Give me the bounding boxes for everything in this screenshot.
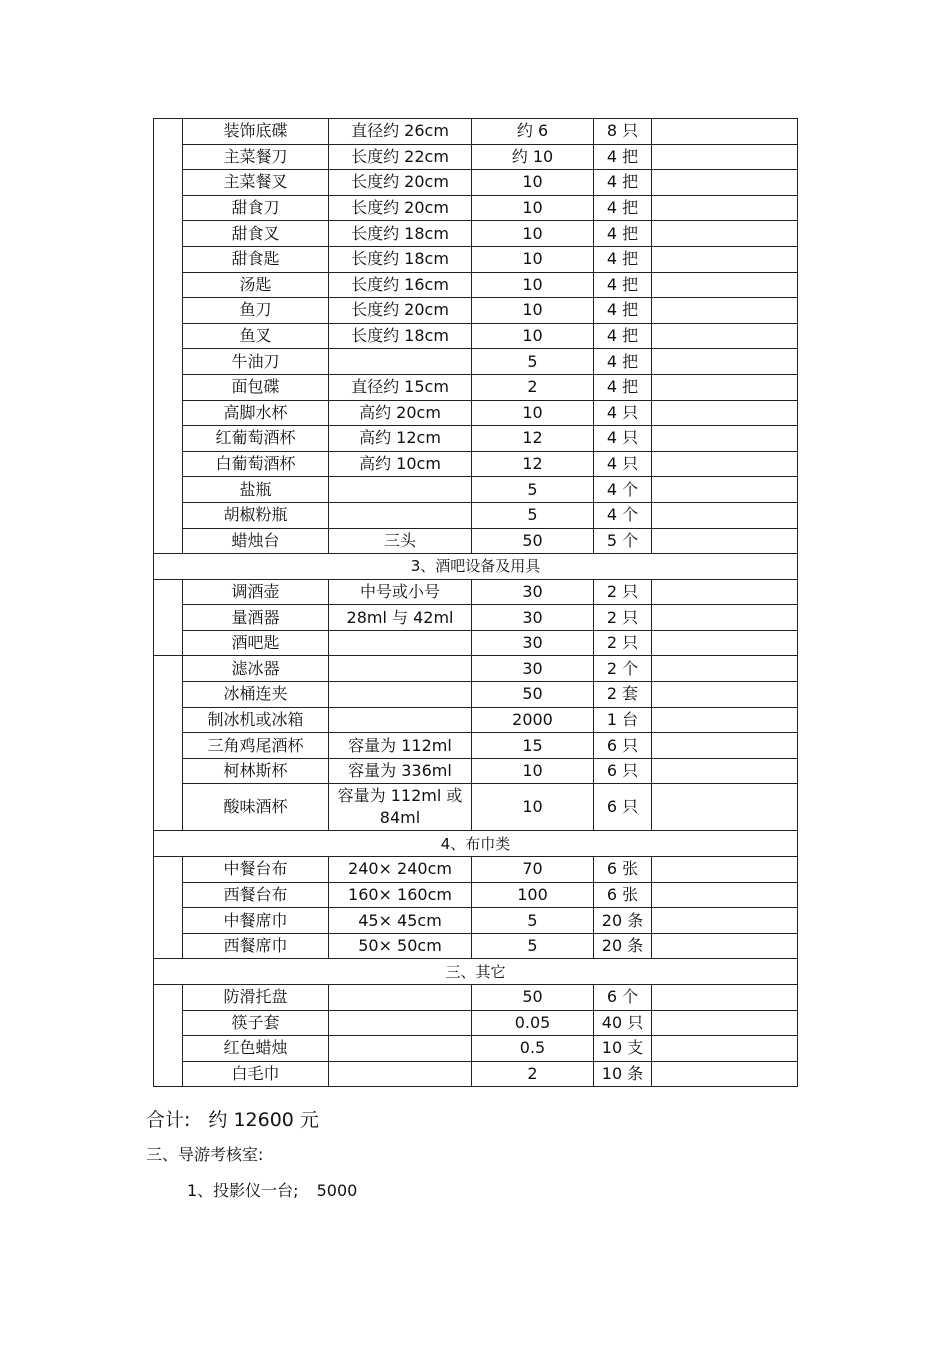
table-row (154, 733, 798, 759)
item-name-cell: 西餐台布 (183, 882, 329, 908)
item-name-cell: 面包碟 (183, 374, 329, 400)
spec-cell (329, 985, 472, 1011)
quantity-cell: 2 套 (594, 682, 652, 708)
spec-cell: 长度约 20cm (329, 298, 472, 324)
table-row (154, 477, 798, 503)
item-name-cell: 筷子套 (183, 1010, 329, 1036)
spec-cell: 长度约 20cm (329, 170, 472, 196)
price-cell: 5 (472, 477, 594, 503)
spec-cell: 直径约 26cm (329, 119, 472, 145)
list-item (187, 1178, 357, 1201)
item-name-cell: 白毛巾 (183, 1061, 329, 1087)
remark-cell (652, 784, 798, 831)
table-row (154, 426, 798, 452)
quantity-cell: 6 只 (594, 784, 652, 831)
remark-cell (652, 579, 798, 605)
group-cell (154, 656, 183, 831)
table-row (154, 502, 798, 528)
table-row (154, 349, 798, 375)
table-row (154, 195, 798, 221)
item-name-cell: 滤冰器 (183, 656, 329, 682)
item-name-cell: 三角鸡尾酒杯 (183, 733, 329, 759)
group-cell (154, 985, 183, 1087)
quantity-cell: 4 把 (594, 272, 652, 298)
price-cell: 10 (472, 400, 594, 426)
spec-cell (329, 682, 472, 708)
item-name-cell: 防滑托盘 (183, 985, 329, 1011)
remark-cell (652, 451, 798, 477)
spec-cell: 高约 10cm (329, 451, 472, 477)
group-cell (154, 119, 183, 554)
item-name-cell: 盐瓶 (183, 477, 329, 503)
remark-cell (652, 656, 798, 682)
price-cell: 2 (472, 374, 594, 400)
item-name-cell: 蜡烛台 (183, 528, 329, 554)
table-row (154, 119, 798, 145)
section-title: 三、其它 (154, 959, 798, 985)
price-cell: 70 (472, 857, 594, 883)
item-name-cell: 红色蜡烛 (183, 1036, 329, 1062)
quantity-cell: 1 台 (594, 707, 652, 733)
quantity-cell: 10 条 (594, 1061, 652, 1087)
remark-cell (652, 908, 798, 934)
remark-cell (652, 682, 798, 708)
item-name-cell: 酒吧匙 (183, 630, 329, 656)
quantity-cell: 6 只 (594, 758, 652, 784)
item-name-cell: 牛油刀 (183, 349, 329, 375)
item-name-cell: 红葡萄酒杯 (183, 426, 329, 452)
spec-cell (329, 1061, 472, 1087)
table-row (154, 882, 798, 908)
equipment-table (153, 118, 798, 1087)
item-name-cell: 量酒器 (183, 605, 329, 631)
quantity-cell: 5 个 (594, 528, 652, 554)
remark-cell (652, 502, 798, 528)
item-name-cell: 主菜餐叉 (183, 170, 329, 196)
quantity-cell: 4 把 (594, 195, 652, 221)
remark-cell (652, 374, 798, 400)
price-cell: 50 (472, 985, 594, 1011)
price-cell: 50 (472, 528, 594, 554)
table-row (154, 272, 798, 298)
item-label: 1、投影仪一台; (187, 1181, 299, 1200)
price-cell: 0.05 (472, 1010, 594, 1036)
table-row (154, 528, 798, 554)
remark-cell (652, 1036, 798, 1062)
remark-cell (652, 528, 798, 554)
table-row (154, 707, 798, 733)
remark-cell (652, 707, 798, 733)
spec-cell (329, 630, 472, 656)
remark-cell (652, 221, 798, 247)
section-row (154, 831, 798, 857)
spec-cell (329, 656, 472, 682)
quantity-cell: 4 只 (594, 400, 652, 426)
quantity-cell: 20 条 (594, 933, 652, 959)
spec-cell (329, 1036, 472, 1062)
quantity-cell: 2 只 (594, 630, 652, 656)
item-name-cell: 制冰机或冰箱 (183, 707, 329, 733)
spec-cell: 240× 240cm (329, 857, 472, 883)
table-row (154, 1061, 798, 1087)
table-row (154, 400, 798, 426)
table-row (154, 857, 798, 883)
total-value: 约 12600 元 (208, 1109, 319, 1131)
spec-cell: 高约 12cm (329, 426, 472, 452)
item-name-cell: 中餐台布 (183, 857, 329, 883)
item-name-cell: 白葡萄酒杯 (183, 451, 329, 477)
remark-cell (652, 933, 798, 959)
item-name-cell: 鱼叉 (183, 323, 329, 349)
quantity-cell: 10 支 (594, 1036, 652, 1062)
price-cell: 10 (472, 784, 594, 831)
table-row (154, 1010, 798, 1036)
section-row (154, 554, 798, 580)
price-cell: 30 (472, 605, 594, 631)
quantity-cell: 4 只 (594, 451, 652, 477)
price-cell: 50 (472, 682, 594, 708)
price-cell: 0.5 (472, 1036, 594, 1062)
remark-cell (652, 605, 798, 631)
spec-cell: 28ml 与 42ml (329, 605, 472, 631)
item-name-cell: 胡椒粉瓶 (183, 502, 329, 528)
remark-cell (652, 426, 798, 452)
quantity-cell: 4 把 (594, 323, 652, 349)
price-cell: 10 (472, 195, 594, 221)
table-row (154, 579, 798, 605)
price-cell: 30 (472, 579, 594, 605)
price-cell: 10 (472, 221, 594, 247)
price-cell: 100 (472, 882, 594, 908)
spec-cell: 容量为 336ml (329, 758, 472, 784)
price-cell: 5 (472, 502, 594, 528)
remark-cell (652, 733, 798, 759)
quantity-cell: 20 条 (594, 908, 652, 934)
price-cell: 12 (472, 451, 594, 477)
spec-cell (329, 349, 472, 375)
item-name-cell: 甜食刀 (183, 195, 329, 221)
remark-cell (652, 272, 798, 298)
quantity-cell: 4 把 (594, 349, 652, 375)
price-cell: 2000 (472, 707, 594, 733)
price-cell: 5 (472, 349, 594, 375)
item-name-cell: 冰桶连夹 (183, 682, 329, 708)
remark-cell (652, 119, 798, 145)
remark-cell (652, 298, 798, 324)
spec-cell: 长度约 18cm (329, 246, 472, 272)
price-cell: 12 (472, 426, 594, 452)
quantity-cell: 8 只 (594, 119, 652, 145)
table-row (154, 908, 798, 934)
spec-cell: 长度约 18cm (329, 221, 472, 247)
quantity-cell: 2 个 (594, 656, 652, 682)
item-name-cell: 高脚水杯 (183, 400, 329, 426)
spec-cell (329, 707, 472, 733)
quantity-cell: 4 把 (594, 374, 652, 400)
item-name-cell: 柯林斯杯 (183, 758, 329, 784)
item-name-cell: 甜食叉 (183, 221, 329, 247)
spec-cell (329, 502, 472, 528)
quantity-cell: 2 只 (594, 605, 652, 631)
remark-cell (652, 857, 798, 883)
remark-cell (652, 170, 798, 196)
item-name-cell: 鱼刀 (183, 298, 329, 324)
spec-cell: 长度约 22cm (329, 144, 472, 170)
table-row (154, 985, 798, 1011)
spec-cell: 容量为 112ml (329, 733, 472, 759)
section-row (154, 959, 798, 985)
quantity-cell: 4 把 (594, 170, 652, 196)
group-cell (154, 579, 183, 656)
table-row (154, 298, 798, 324)
quantity-cell: 4 把 (594, 144, 652, 170)
price-cell: 约 10 (472, 144, 594, 170)
section-title: 3、酒吧设备及用具 (154, 554, 798, 580)
price-cell: 10 (472, 272, 594, 298)
item-name-cell: 汤匙 (183, 272, 329, 298)
remark-cell (652, 758, 798, 784)
quantity-cell: 6 只 (594, 733, 652, 759)
spec-cell: 长度约 18cm (329, 323, 472, 349)
spec-cell: 160× 160cm (329, 882, 472, 908)
quantity-cell: 2 只 (594, 579, 652, 605)
price-cell: 10 (472, 246, 594, 272)
remark-cell (652, 323, 798, 349)
spec-cell: 45× 45cm (329, 908, 472, 934)
remark-cell (652, 144, 798, 170)
quantity-cell: 4 把 (594, 221, 652, 247)
price-cell: 30 (472, 656, 594, 682)
remark-cell (652, 1061, 798, 1087)
price-cell: 10 (472, 170, 594, 196)
item-value: 5000 (316, 1181, 358, 1200)
table-row (154, 784, 798, 831)
spec-cell: 50× 50cm (329, 933, 472, 959)
remark-cell (652, 349, 798, 375)
spec-cell (329, 477, 472, 503)
total-label: 合计: (146, 1109, 191, 1131)
table-row (154, 656, 798, 682)
remark-cell (652, 246, 798, 272)
remark-cell (652, 985, 798, 1011)
group-cell (154, 857, 183, 959)
table-row (154, 682, 798, 708)
spec-cell: 高约 20cm (329, 400, 472, 426)
table-row (154, 323, 798, 349)
quantity-cell: 4 把 (594, 298, 652, 324)
spec-cell: 中号或小号 (329, 579, 472, 605)
remark-cell (652, 1010, 798, 1036)
price-cell: 2 (472, 1061, 594, 1087)
spec-cell: 容量为 112ml 或 84ml (329, 784, 472, 831)
price-cell: 约 6 (472, 119, 594, 145)
table-row (154, 374, 798, 400)
table-row (154, 144, 798, 170)
item-name-cell: 主菜餐刀 (183, 144, 329, 170)
table-row (154, 933, 798, 959)
section-title: 4、布巾类 (154, 831, 798, 857)
spec-cell: 直径约 15cm (329, 374, 472, 400)
table-row (154, 221, 798, 247)
remark-cell (652, 882, 798, 908)
price-cell: 15 (472, 733, 594, 759)
item-name-cell: 调酒壶 (183, 579, 329, 605)
price-cell: 30 (472, 630, 594, 656)
spec-cell: 长度约 16cm (329, 272, 472, 298)
item-name-cell: 酸味酒杯 (183, 784, 329, 831)
quantity-cell: 6 张 (594, 857, 652, 883)
table-row (154, 758, 798, 784)
price-cell: 5 (472, 933, 594, 959)
quantity-cell: 4 只 (594, 426, 652, 452)
remark-cell (652, 400, 798, 426)
quantity-cell: 4 把 (594, 246, 652, 272)
spec-cell: 三头 (329, 528, 472, 554)
remark-cell (652, 195, 798, 221)
table-row (154, 246, 798, 272)
item-name-cell: 中餐席巾 (183, 908, 329, 934)
table-row (154, 630, 798, 656)
item-name-cell: 装饰底碟 (183, 119, 329, 145)
quantity-cell: 40 只 (594, 1010, 652, 1036)
price-cell: 10 (472, 323, 594, 349)
spec-cell: 长度约 20cm (329, 195, 472, 221)
table-row (154, 605, 798, 631)
spec-cell (329, 1010, 472, 1036)
price-cell: 10 (472, 298, 594, 324)
table-row (154, 451, 798, 477)
price-cell: 10 (472, 758, 594, 784)
quantity-cell: 6 个 (594, 985, 652, 1011)
item-name-cell: 甜食匙 (183, 246, 329, 272)
quantity-cell: 4 个 (594, 477, 652, 503)
table-row (154, 1036, 798, 1062)
item-name-cell: 西餐席巾 (183, 933, 329, 959)
quantity-cell: 4 个 (594, 502, 652, 528)
section-heading: 三、导游考核室: (146, 1145, 264, 1164)
table-row (154, 170, 798, 196)
price-cell: 5 (472, 908, 594, 934)
total-line (146, 1105, 337, 1132)
remark-cell (652, 630, 798, 656)
quantity-cell: 6 张 (594, 882, 652, 908)
remark-cell (652, 477, 798, 503)
